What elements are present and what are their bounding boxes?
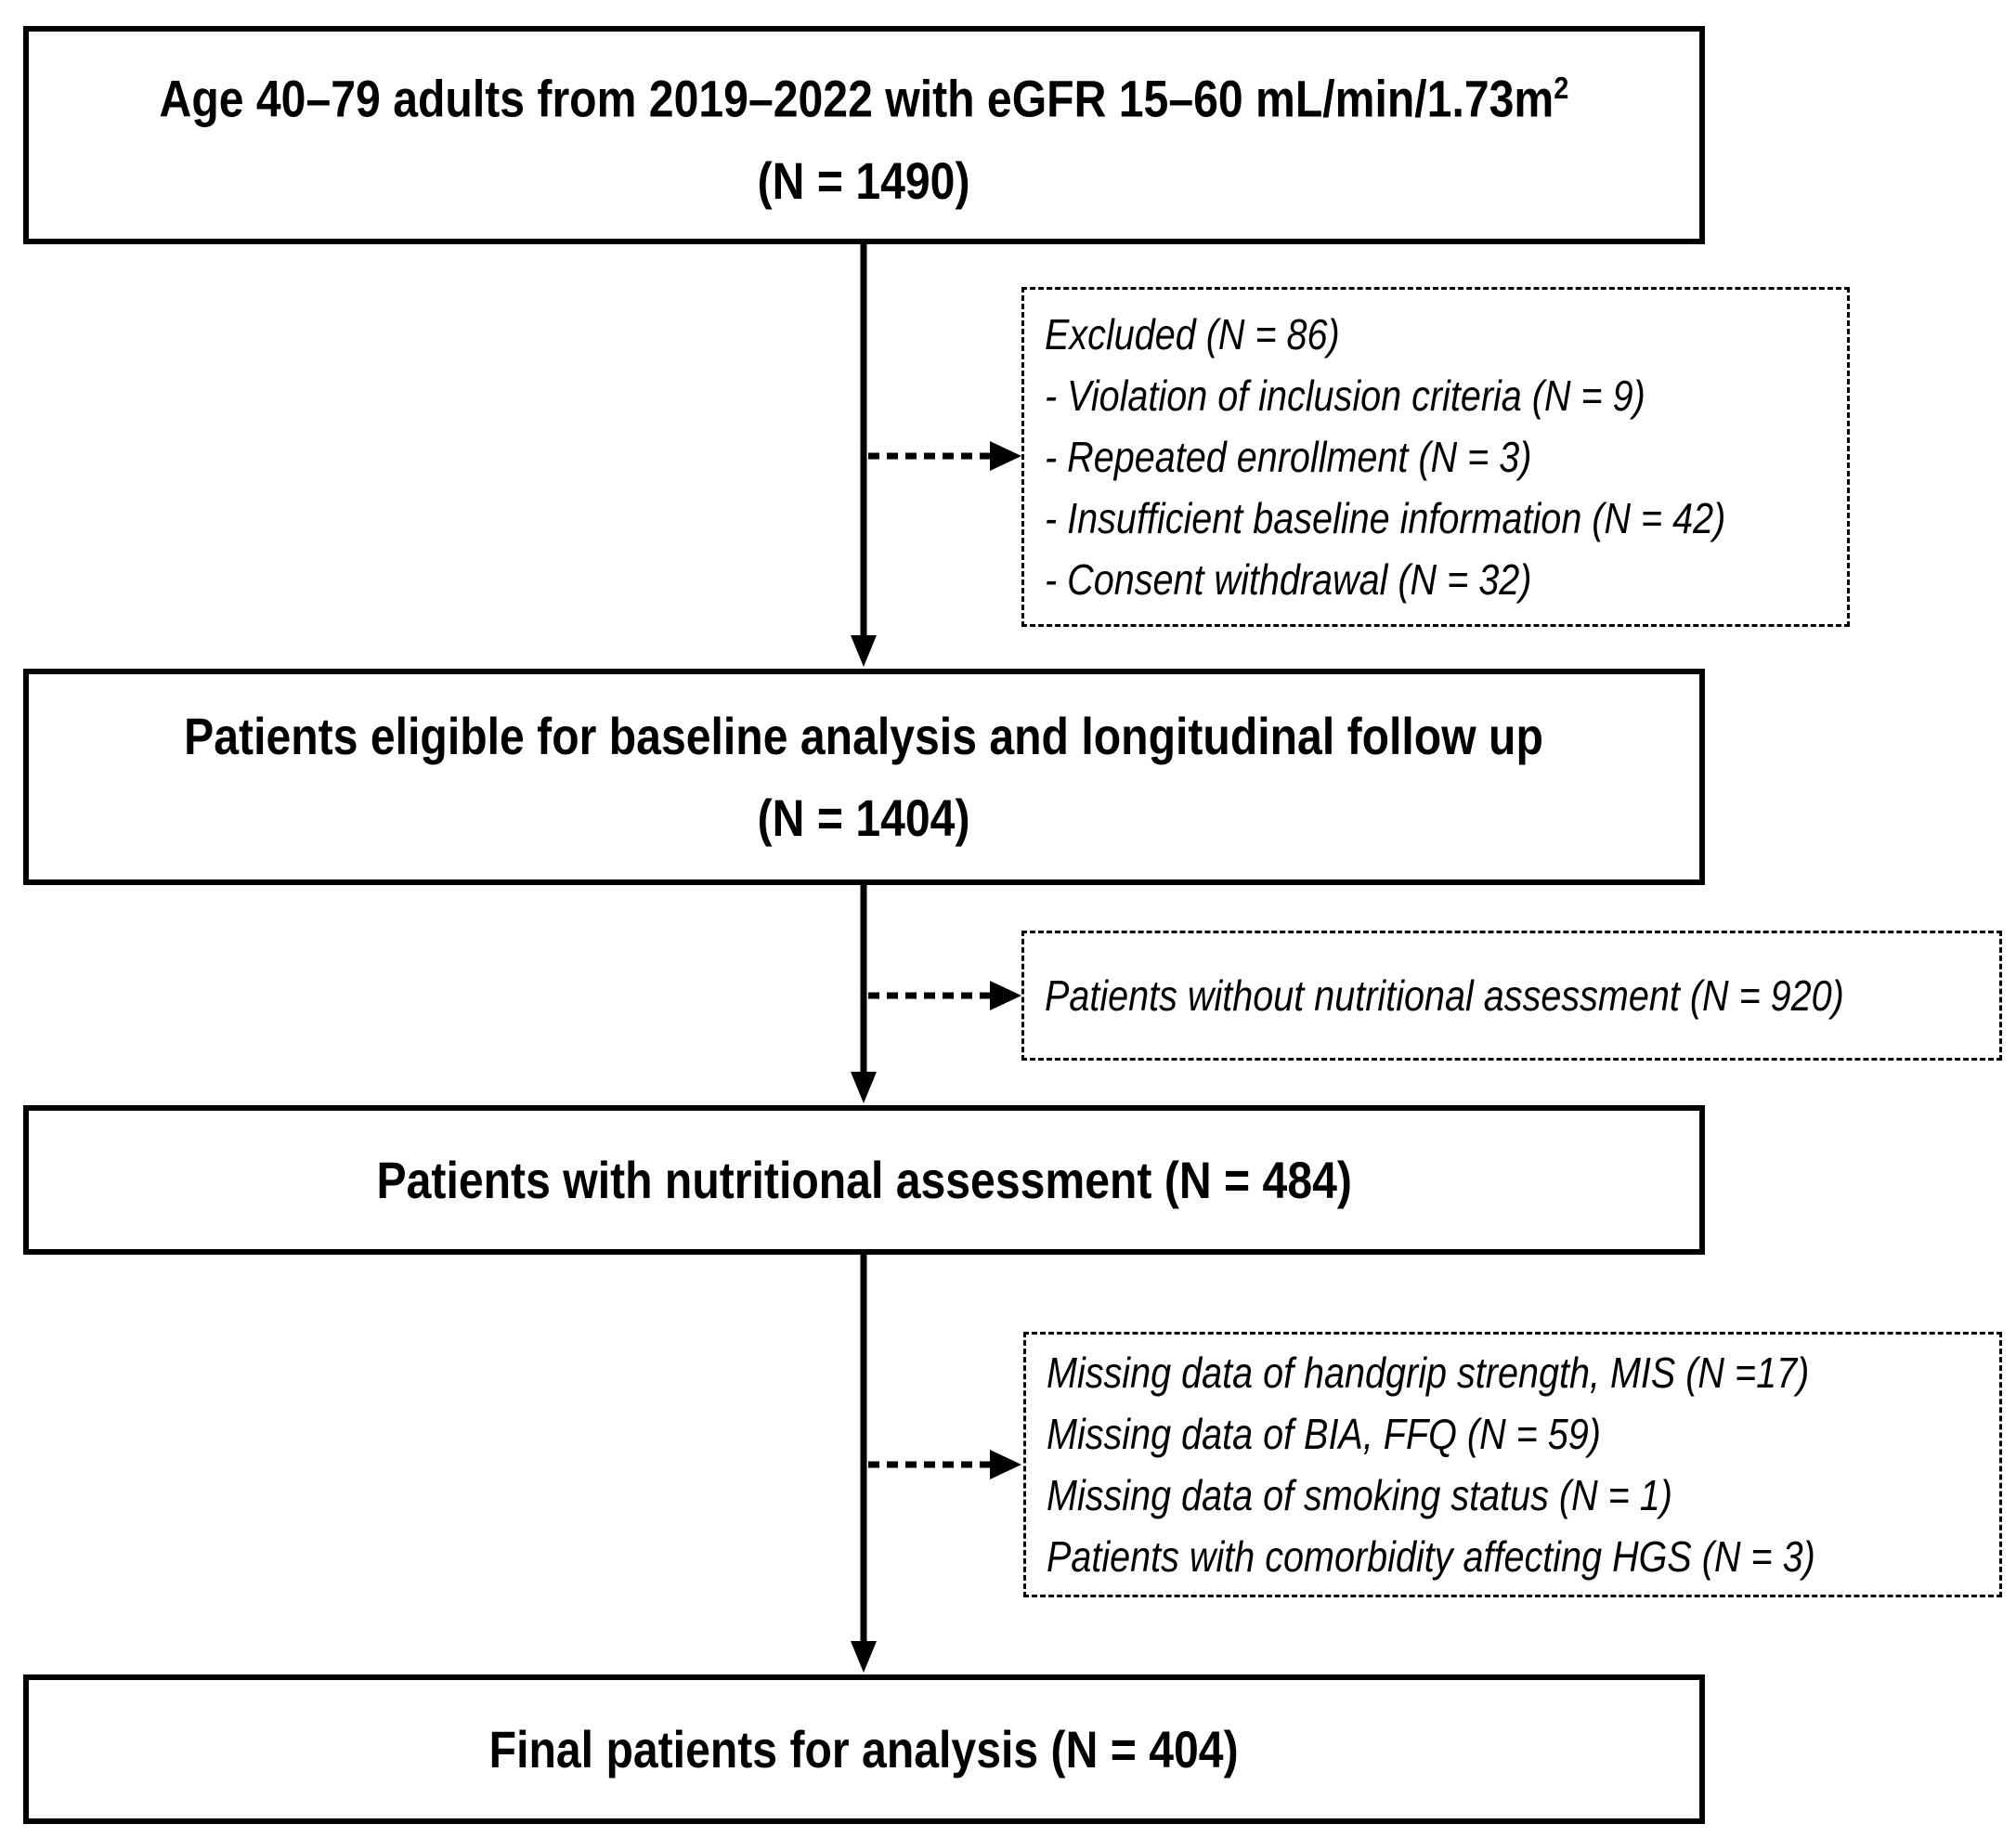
cohort-box-initial <box>23 26 1705 244</box>
exclusion-box-2 <box>1021 931 2002 1061</box>
exclusion-line: - Consent withdrawal (N = 32) <box>1045 555 1532 604</box>
exclusion-line: Patients without nutritional assessment (N = 920) <box>1045 971 1844 1020</box>
exclusion-arrow-2 <box>868 981 1021 1010</box>
exclusion-box-3 <box>1023 1332 2002 1597</box>
cohort-box-final <box>23 1674 1705 1824</box>
exclusion-line: - Violation of inclusion criteria (N = 9) <box>1045 371 1645 420</box>
exclusion-line: Missing data of smoking status (N = 1) <box>1047 1471 1672 1519</box>
superscript: 2 <box>1554 72 1569 107</box>
box-line: Final patients for analysis (N = 404) <box>489 1719 1239 1778</box>
exclusion-line: - Repeated enrollment (N = 3) <box>1045 433 1532 481</box>
exclusion-line: - Insufficient baseline information (N = 42) <box>1045 494 1726 542</box>
box-line: Patients eligible for baseline analysis and longitudinal follow up <box>184 706 1544 765</box>
exclusion-arrow-3 <box>868 1450 1021 1479</box>
exclusion-line: Patients with comorbidity affecting HGS (N = 3) <box>1047 1532 1815 1581</box>
box-line: Age 40–79 adults from 2019–2022 with eGFR 15–60 mL/min/1.73m <box>159 69 1554 128</box>
exclusion-box-1 <box>1021 287 1850 627</box>
cohort-box-nutritional <box>23 1105 1705 1255</box>
exclusion-line: Missing data of BIA, FFQ (N = 59) <box>1047 1410 1601 1458</box>
box-count: (N = 1404) <box>758 788 970 847</box>
box-count: (N = 1490) <box>758 150 970 210</box>
box-line: Patients with nutritional assessment (N = 484) <box>376 1150 1352 1209</box>
cohort-box-eligible <box>23 669 1705 885</box>
exclusion-arrow-1 <box>868 441 1021 471</box>
exclusion-line: Missing data of handgrip strength, MIS (N =17) <box>1047 1348 1810 1397</box>
exclusion-line: Excluded (N = 86) <box>1045 310 1340 358</box>
